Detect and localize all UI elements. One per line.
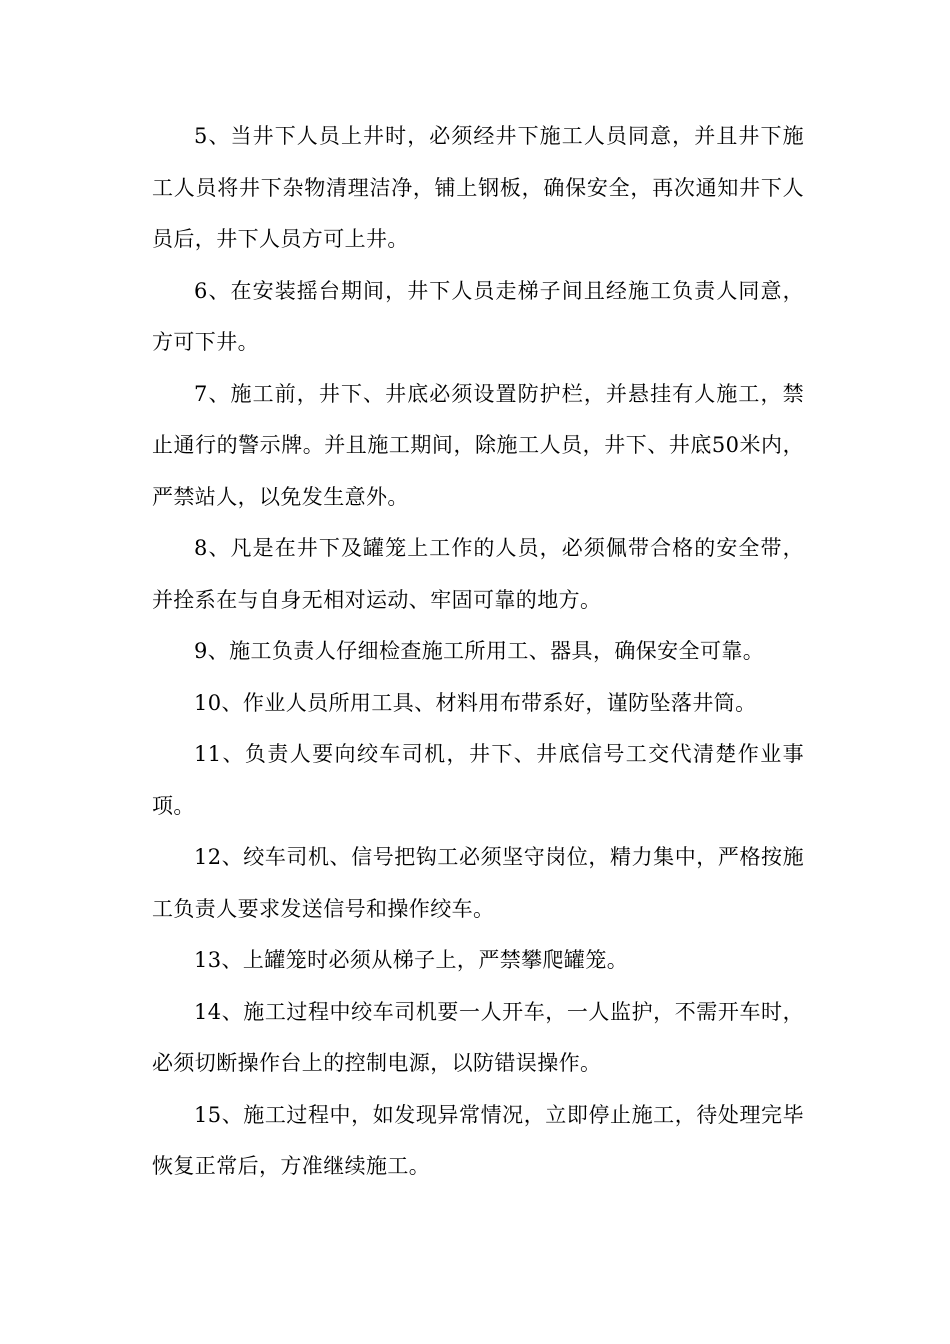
paragraph-6: 6、在安装摇台期间，井下人员走梯子间且经施工负责人同意，方可下井。 xyxy=(152,278,804,354)
document-body xyxy=(152,111,804,1193)
paragraph-7: 7、施工前，井下、井底必须设置防护栏，并悬挂有人施工，禁止通行的警示牌。并且施工期间，除施工人员，井下、井底50米内，严禁站人，以免发生意外。 xyxy=(152,381,804,509)
paragraph-11: 11、负责人要向绞车司机，井下、井底信号工交代清楚作业事项。 xyxy=(152,742,804,818)
paragraph-14: 14、施工过程中绞车司机要一人开车，一人监护，不需开车时，必须切断操作台上的控制电源，以防错误操作。 xyxy=(152,999,804,1075)
paragraph-12: 12、绞车司机、信号把钩工必须坚守岗位，精力集中，严格按施工负责人要求发送信号和操作绞车。 xyxy=(152,845,804,921)
paragraph-5: 5、当井下人员上井时，必须经井下施工人员同意，并且井下施工人员将井下杂物清理洁净，铺上钢板，确保安全，再次通知井下人员后，井下人员方可上井。 xyxy=(152,124,804,251)
paragraph-10: 10、作业人员所用工具、材料用布带系好，谨防坠落井筒。 xyxy=(194,690,757,715)
paragraph-13: 13、上罐笼时必须从梯子上，严禁攀爬罐笼。 xyxy=(194,948,629,972)
paragraph-8: 8、凡是在井下及罐笼上工作的人员，必须佩带合格的安全带，并拴系在与自身无相对运动、牢固可靠的地方。 xyxy=(152,536,804,612)
paragraph-15: 15、施工过程中，如发现异常情况，立即停止施工，待处理完毕恢复正常后，方准继续施工。 xyxy=(152,1102,804,1178)
paragraph-9: 9、施工负责人仔细检查施工所用工、器具，确保安全可靠。 xyxy=(194,639,765,663)
